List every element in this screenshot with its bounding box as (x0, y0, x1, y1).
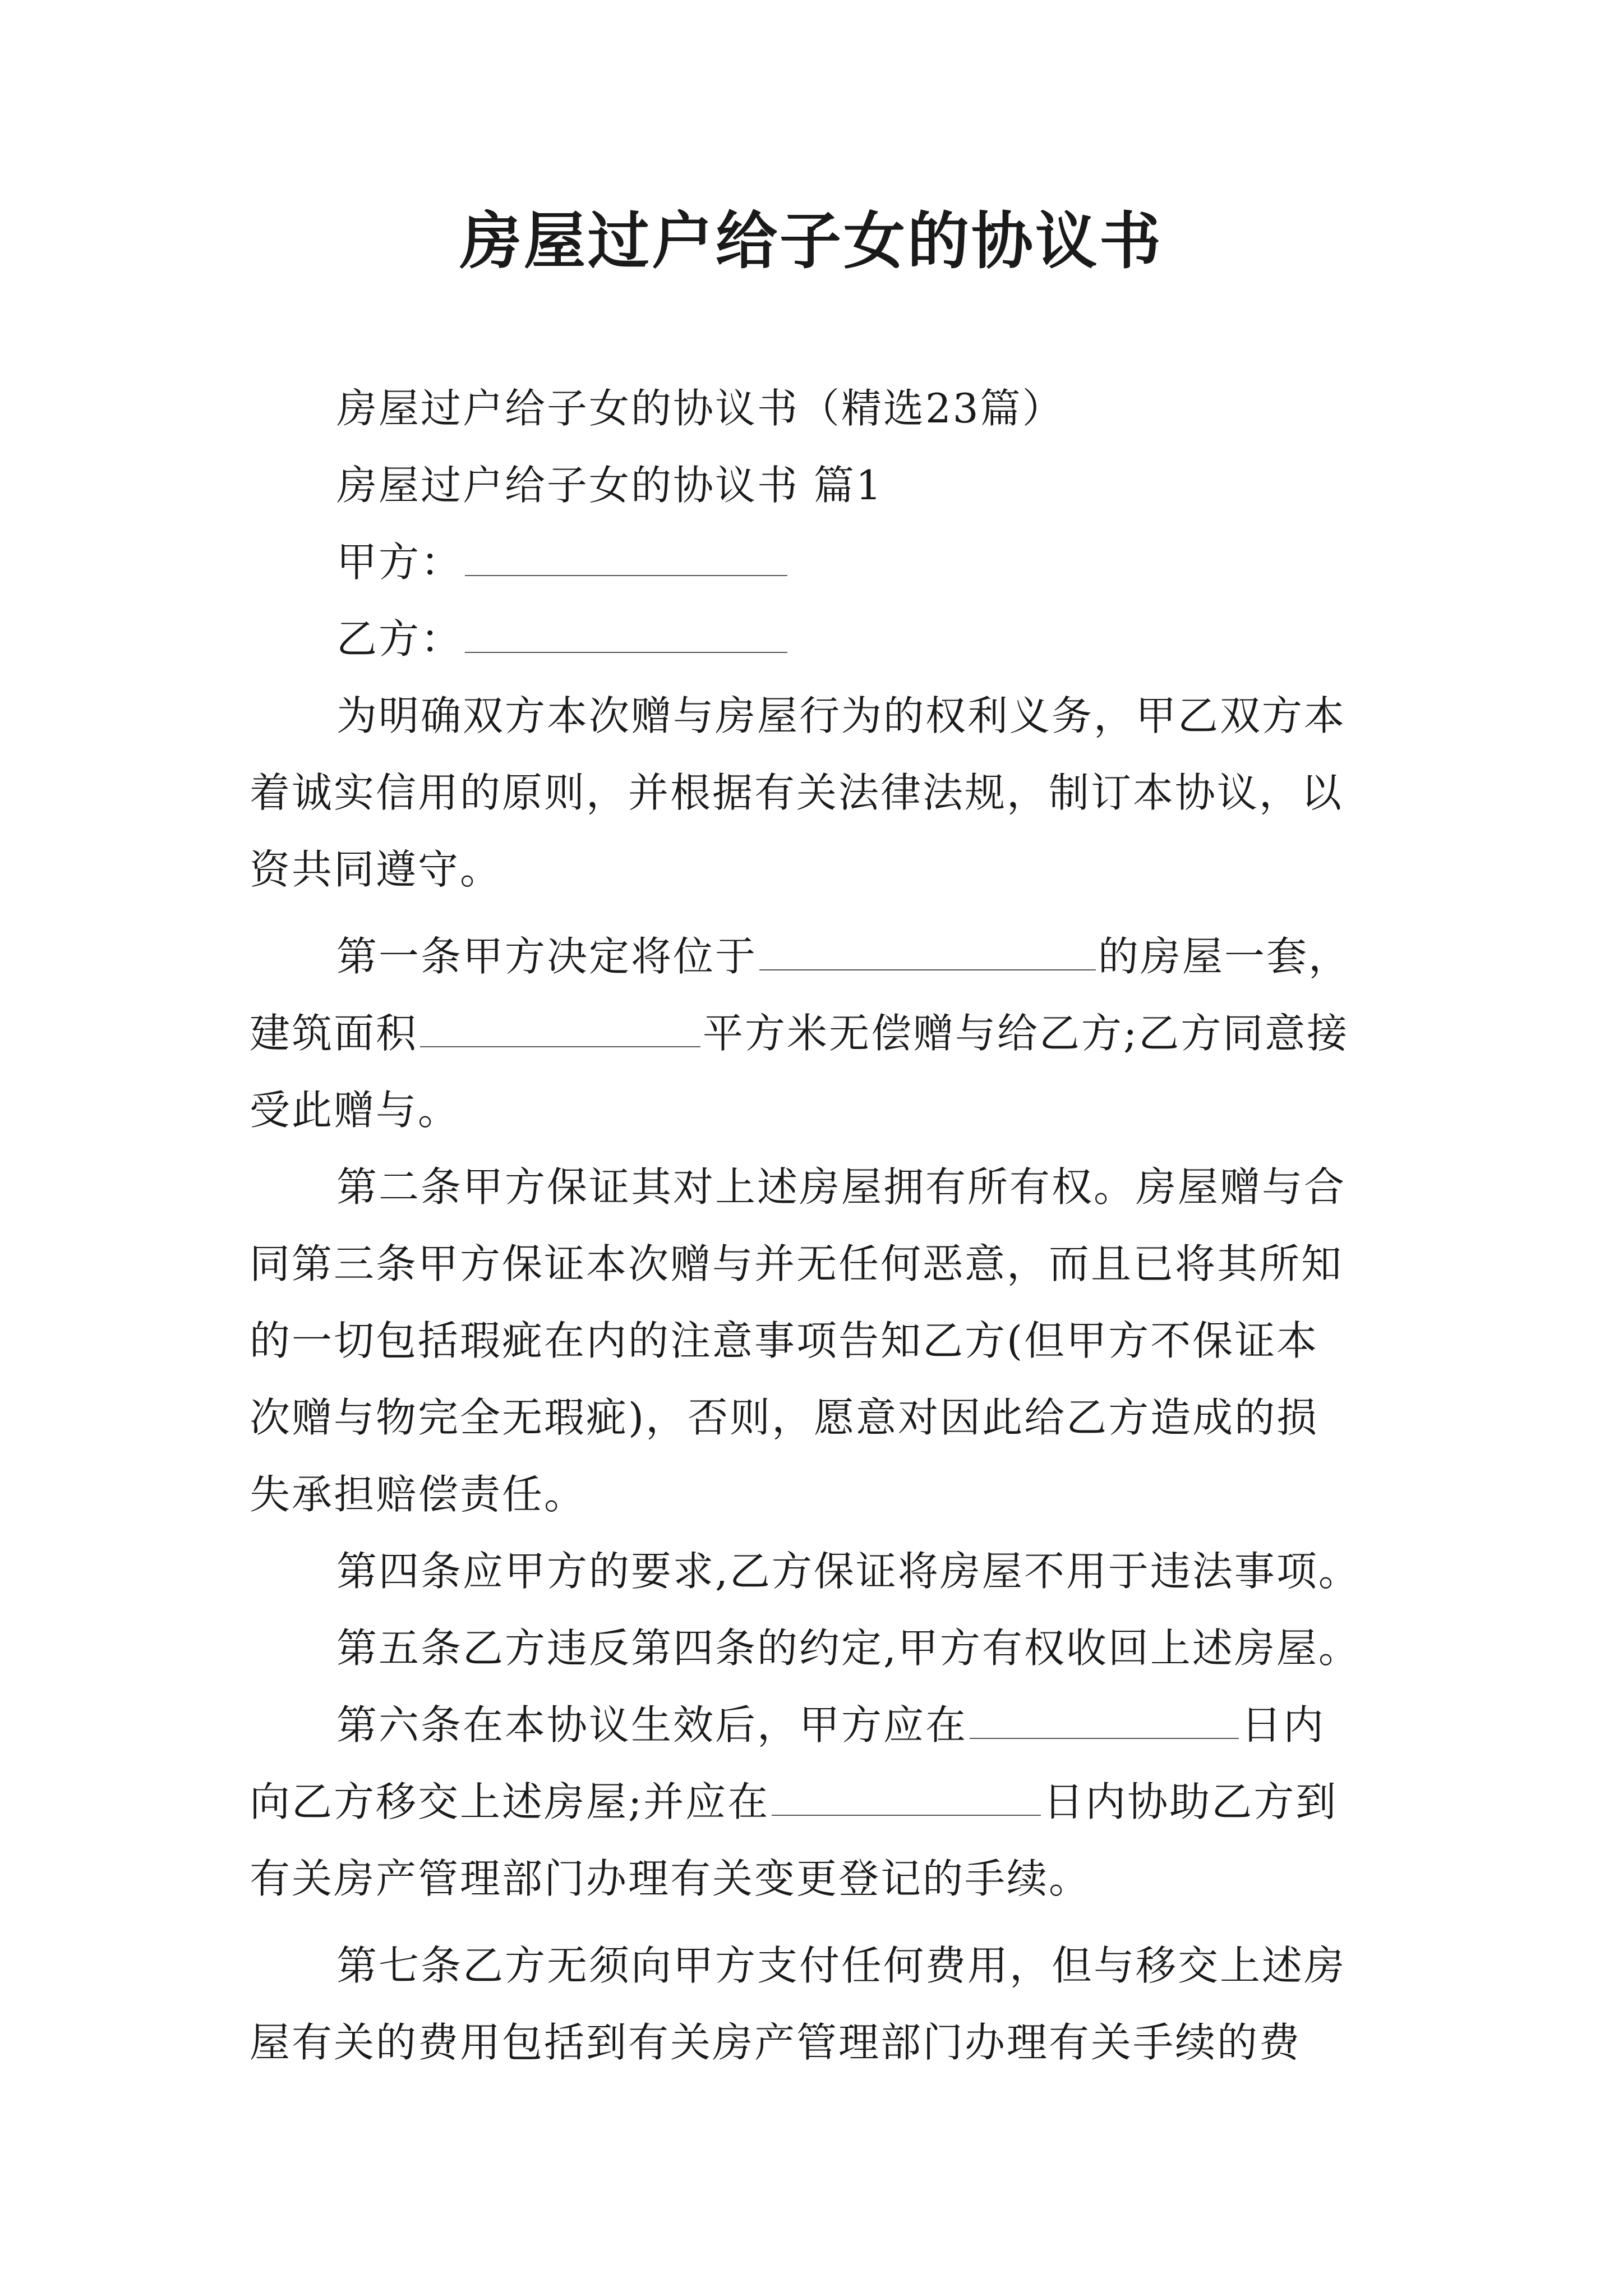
intro-line: 资共同遵守。 (250, 846, 502, 893)
article-1-text: 第一条甲方决定将位于 (336, 933, 758, 980)
article-1-text: 建筑面积 (250, 1010, 418, 1057)
article-6-line (250, 1764, 1382, 1841)
article-7-line: 第七条乙方无须向甲方支付任何费用，但与移交上述房 (336, 1942, 1347, 1989)
article-1-text: 平方米无偿赠与给乙方;乙方同意接 (703, 1010, 1349, 1057)
paragraph-gap (250, 1917, 1382, 1927)
article-2-line: 同第三条甲方保证本次赠与并无任何恶意，而且已将其所知 (250, 1240, 1344, 1287)
paragraph-gap (250, 908, 1382, 918)
article-2-line: 第二条甲方保证其对上述房屋拥有所有权。房屋赠与合 (336, 1163, 1347, 1211)
section-heading: 房屋过户给子女的协议书 篇1 (336, 462, 883, 509)
article-1-line: 受此赠与。 (250, 1087, 460, 1134)
article-7-line: 屋有关的费用包括到有关房产管理部门办理有关手续的费 (250, 2019, 1302, 2066)
article-1-line (250, 918, 1382, 995)
article-4-line: 第四条应甲方的要求,乙方保证将房屋不用于违法事项。 (336, 1548, 1361, 1595)
article-2-line: 失承担赔偿责任。 (250, 1471, 587, 1518)
article-6-line: 有关房产管理部门办理有关变更登记的手续。 (250, 1855, 1091, 1902)
article-2-line: 的一切包括瑕疵在内的注意事项告知乙方(但甲方不保证本 (250, 1317, 1319, 1364)
handover-days-blank (970, 1701, 1239, 1739)
party-b-blank (465, 615, 787, 653)
article-6-text: 日内协助乙方到 (1043, 1778, 1338, 1825)
document-body (250, 370, 1382, 2081)
area-blank (420, 1009, 700, 1047)
article-6-text: 向乙方移交上述房屋;并应在 (250, 1778, 770, 1825)
party-b-line (250, 601, 1382, 678)
registration-days-blank (772, 1778, 1041, 1816)
document-title: 房屋过户给子女的协议书 (460, 205, 1163, 277)
article-6-text: 日内 (1241, 1701, 1326, 1749)
party-a-label: 甲方： (336, 539, 463, 586)
address-blank (759, 932, 1096, 970)
article-1-text: 的房屋一套， (1098, 933, 1351, 980)
article-1-line (250, 995, 1382, 1072)
party-b-label: 乙方： (336, 615, 463, 662)
intro-line: 为明确双方本次赠与房屋行为的权利义务，甲乙双方本 (336, 692, 1347, 739)
article-6-line (250, 1687, 1382, 1764)
intro-line: 着诚实信用的原则，并根据有关法律法规，制订本协议，以 (250, 769, 1344, 816)
article-2-line: 次赠与物完全无瑕疵)，否则，愿意对因此给乙方造成的损 (250, 1394, 1319, 1441)
article-6-text: 第六条在本协议生效后，甲方应在 (336, 1701, 968, 1749)
party-a-line (250, 524, 1382, 601)
article-5-line: 第五条乙方违反第四条的约定,甲方有权收回上述房屋。 (336, 1625, 1361, 1672)
document-subtitle: 房屋过户给子女的协议书（精选23篇） (336, 385, 1064, 432)
party-a-blank (465, 538, 787, 576)
